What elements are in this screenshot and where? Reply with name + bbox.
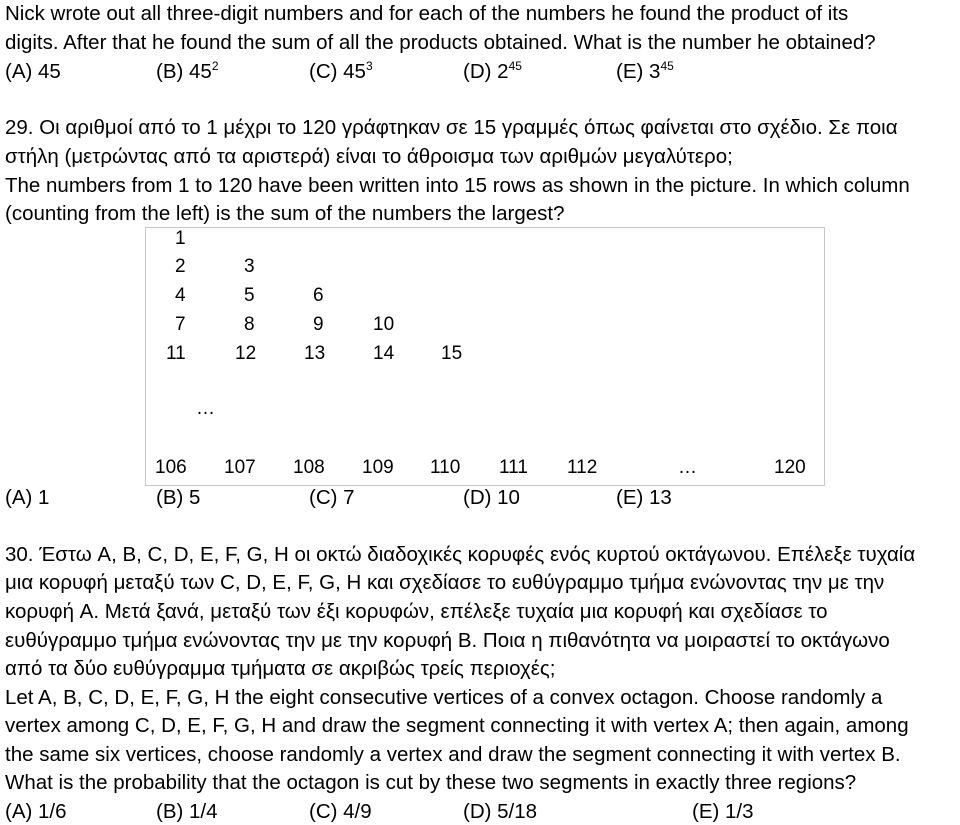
table-cell: 7 (175, 314, 186, 335)
table-cell: 109 (362, 457, 394, 478)
table-cell: 110 (430, 457, 461, 478)
table-cell: 107 (224, 457, 256, 478)
table-cell: 3 (244, 256, 255, 277)
table-cell: 10 (373, 314, 395, 335)
table-ellipsis: … (196, 398, 215, 419)
q29-text-line-1: 29. Οι αριθμοί από το 1 μέχρι το 120 γράφτηκαν σε 15 γραμμές όπως φαίνεται στο σχέδιο. Σε ποια (5, 116, 898, 139)
table-cell: 6 (313, 285, 324, 306)
q30-text-line-9: What is the probability that the octagon is cut by these two segments in exactly three regions? (5, 771, 857, 794)
table-cell: 1 (175, 228, 186, 249)
q29-answer-d: (D) 10 (463, 486, 520, 509)
q30-text-line-5: από τα δύο ευθύγραμμα τμήματα σε ακριβώς τρείς περιοχές; (5, 657, 556, 680)
q28-answer-c: (C) $45^3$ (309, 59, 373, 83)
q29-answer-a: (A) 1 (5, 486, 50, 509)
q30-answer-d: (D) 5/18 (463, 800, 538, 823)
q30-text-line-4: ευθύγραμμο τμήμα ενώνοντας την με την κορυφή B. Ποια η πιθανότητα να μοιραστεί το οκτάγωνο (5, 629, 890, 652)
table-cell: 4 (175, 285, 186, 306)
table-cell: 108 (293, 457, 325, 478)
table-cell: 5 (244, 285, 255, 306)
table-cell: 106 (155, 457, 187, 478)
q30-answer-c: (C) 4/9 (309, 800, 372, 823)
q30-text-line-3: κορυφή A. Μετά ξανά, μεταξύ των έξι κορυφών, επέλεξε τυχαία μια κορυφή και σχεδίασε το (5, 600, 828, 623)
table-cell: 2 (175, 256, 186, 277)
q28-answer-e: (E) $3^{45}$ (616, 59, 674, 83)
q30-text-line-7: vertex among C, D, E, F, G, H and draw the segment connecting it with vertex A; then again, among (5, 714, 909, 737)
q29-answer-c: (C) 7 (309, 486, 355, 509)
q30-text-line-6: Let A, B, C, D, E, F, G, H the eight consecutive vertices of a convex octagon. Choose randomly a (5, 686, 883, 709)
table-cell: 111 (499, 457, 528, 478)
q28-text-line-1: Nick wrote out all three-digit numbers and for each of the numbers he found the product of its (5, 2, 849, 25)
q30-answer-e: (E) 1/3 (692, 800, 754, 823)
q29-answer-b: (B) 5 (156, 486, 201, 509)
q28-answer-d: (D) $2^{45}$ (463, 59, 522, 83)
q28-answer-a: (A) 45 (5, 60, 61, 83)
table-cell: 120 (774, 457, 806, 478)
table-cell: 13 (304, 343, 326, 364)
table-cell: 11 (166, 343, 186, 364)
q29-text-line-4: (counting from the left) is the sum of the numbers the largest? (5, 202, 565, 225)
table-cell: 9 (313, 314, 324, 335)
table-cell: 15 (441, 343, 463, 364)
q29-answer-e: (E) 13 (616, 486, 672, 509)
table-cell: 8 (244, 314, 255, 335)
q29-text-line-2: στήλη (μετρώντας από τα αριστερά) είναι το άθροισμα των αριθμών μεγαλύτερο; (5, 145, 733, 168)
q30-text-line-2: μια κορυφή μεταξύ των C, D, E, F, G, H και σχεδίασε το ευθύγραμμο τμήμα ενώνοντας την με την (5, 571, 885, 594)
q30-text-line-8: the same six vertices, choose randomly a vertex and draw the segment connecting it with vertex B. (5, 743, 901, 766)
q28-answer-b: (B) $45^2$ (156, 59, 219, 83)
q28-text-line-2: digits. After that he found the sum of all the products obtained. What is the number he obtained? (5, 31, 876, 54)
table-cell: 14 (373, 343, 395, 364)
q30-text-line-1: 30. Έστω A, B, C, D, E, F, G, H οι οκτώ διαδοχικές κορυφές ενός κυρτού οκτάγωνου. Επέλεξε τυχαία (5, 543, 916, 566)
q29-text-line-3: The numbers from 1 to 120 have been written into 15 rows as shown in the picture. In which column (5, 174, 910, 197)
q30-answer-a: (A) 1/6 (5, 800, 67, 823)
table-ellipsis: … (678, 457, 697, 478)
q30-answer-b: (B) 1/4 (156, 800, 218, 823)
table-cell: 112 (567, 457, 598, 478)
table-cell: 12 (235, 343, 257, 364)
